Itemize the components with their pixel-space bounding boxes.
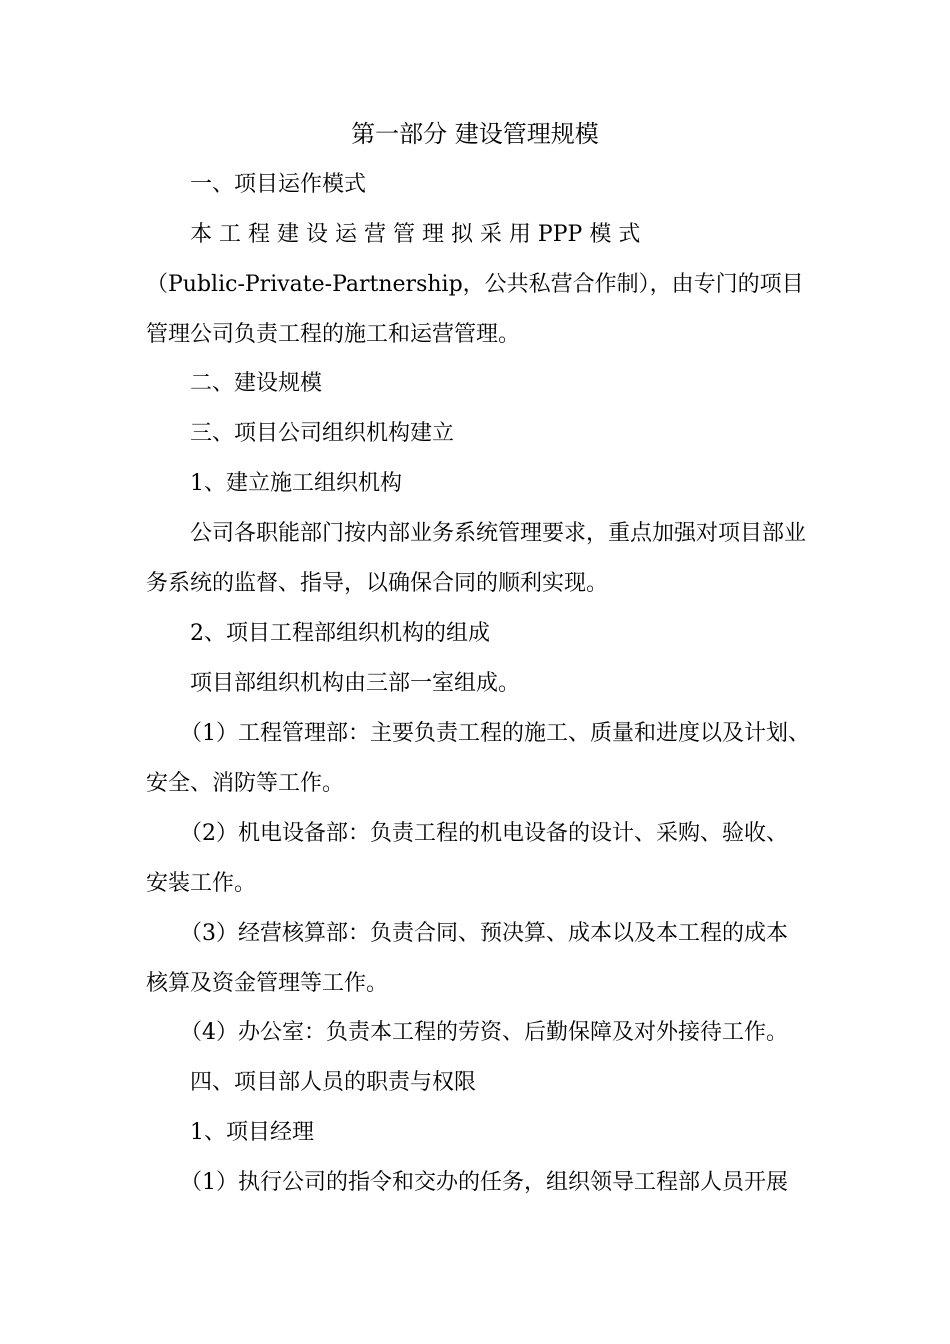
paragraph-ppp-line-3: 管理公司负责工程的施工和运营管理。 [146, 322, 521, 347]
list-item-engineering-line-2: 安全、消防等工作。 [146, 771, 345, 796]
page-title: 第一部分 建设管理规模 [351, 120, 599, 148]
list-item-equipment-line-2: 安装工作。 [146, 871, 257, 896]
heading-operation-mode: 一、项目运作模式 [190, 172, 367, 197]
subheading-construction-org: 1、建立施工组织机构 [190, 471, 402, 496]
list-item-accounting-line-2: 核算及资金管理等工作。 [146, 971, 389, 996]
heading-construction-scale: 二、建设规模 [190, 371, 323, 396]
paragraph-three-depts-one-office: 项目部组织机构由三部一室组成。 [190, 671, 521, 696]
paragraph-ppp-line-1: 本 工 程 建 设 运 营 管 理 拟 采 用 PPP 模 式 [190, 222, 641, 247]
subheading-project-manager: 1、项目经理 [190, 1120, 314, 1145]
paragraph-ppp-line-2: （Public-Private-Partnership，公共私营合作制），由专门的项目 [146, 272, 804, 297]
list-item-office: （4）办公室：负责本工程的劳资、后勤保障及对外接待工作。 [180, 1020, 788, 1045]
paragraph-departments-line-2: 务系统的监督、指导，以确保合同的顺利实现。 [146, 571, 609, 596]
list-item-accounting-line-1: （3）经营核算部：负责合同、预决算、成本以及本工程的成本 [180, 921, 788, 946]
list-item-manager-duty-1: （1）执行公司的指令和交办的任务，组织领导工程部人员开展 [180, 1170, 788, 1195]
subheading-project-dept-composition: 2、项目工程部组织机构的组成 [190, 621, 490, 646]
list-item-engineering-line-1: （1）工程管理部：主要负责工程的施工、质量和进度以及计划、 [180, 721, 810, 746]
heading-org-structure: 三、项目公司组织机构建立 [190, 421, 455, 446]
list-item-equipment-line-1: （2）机电设备部：负责工程的机电设备的设计、采购、验收、 [180, 821, 788, 846]
paragraph-departments-line-1: 公司各职能部门按内部业务系统管理要求，重点加强对项目部业 [190, 521, 807, 546]
heading-staff-duties: 四、项目部人员的职责与权限 [190, 1070, 477, 1095]
